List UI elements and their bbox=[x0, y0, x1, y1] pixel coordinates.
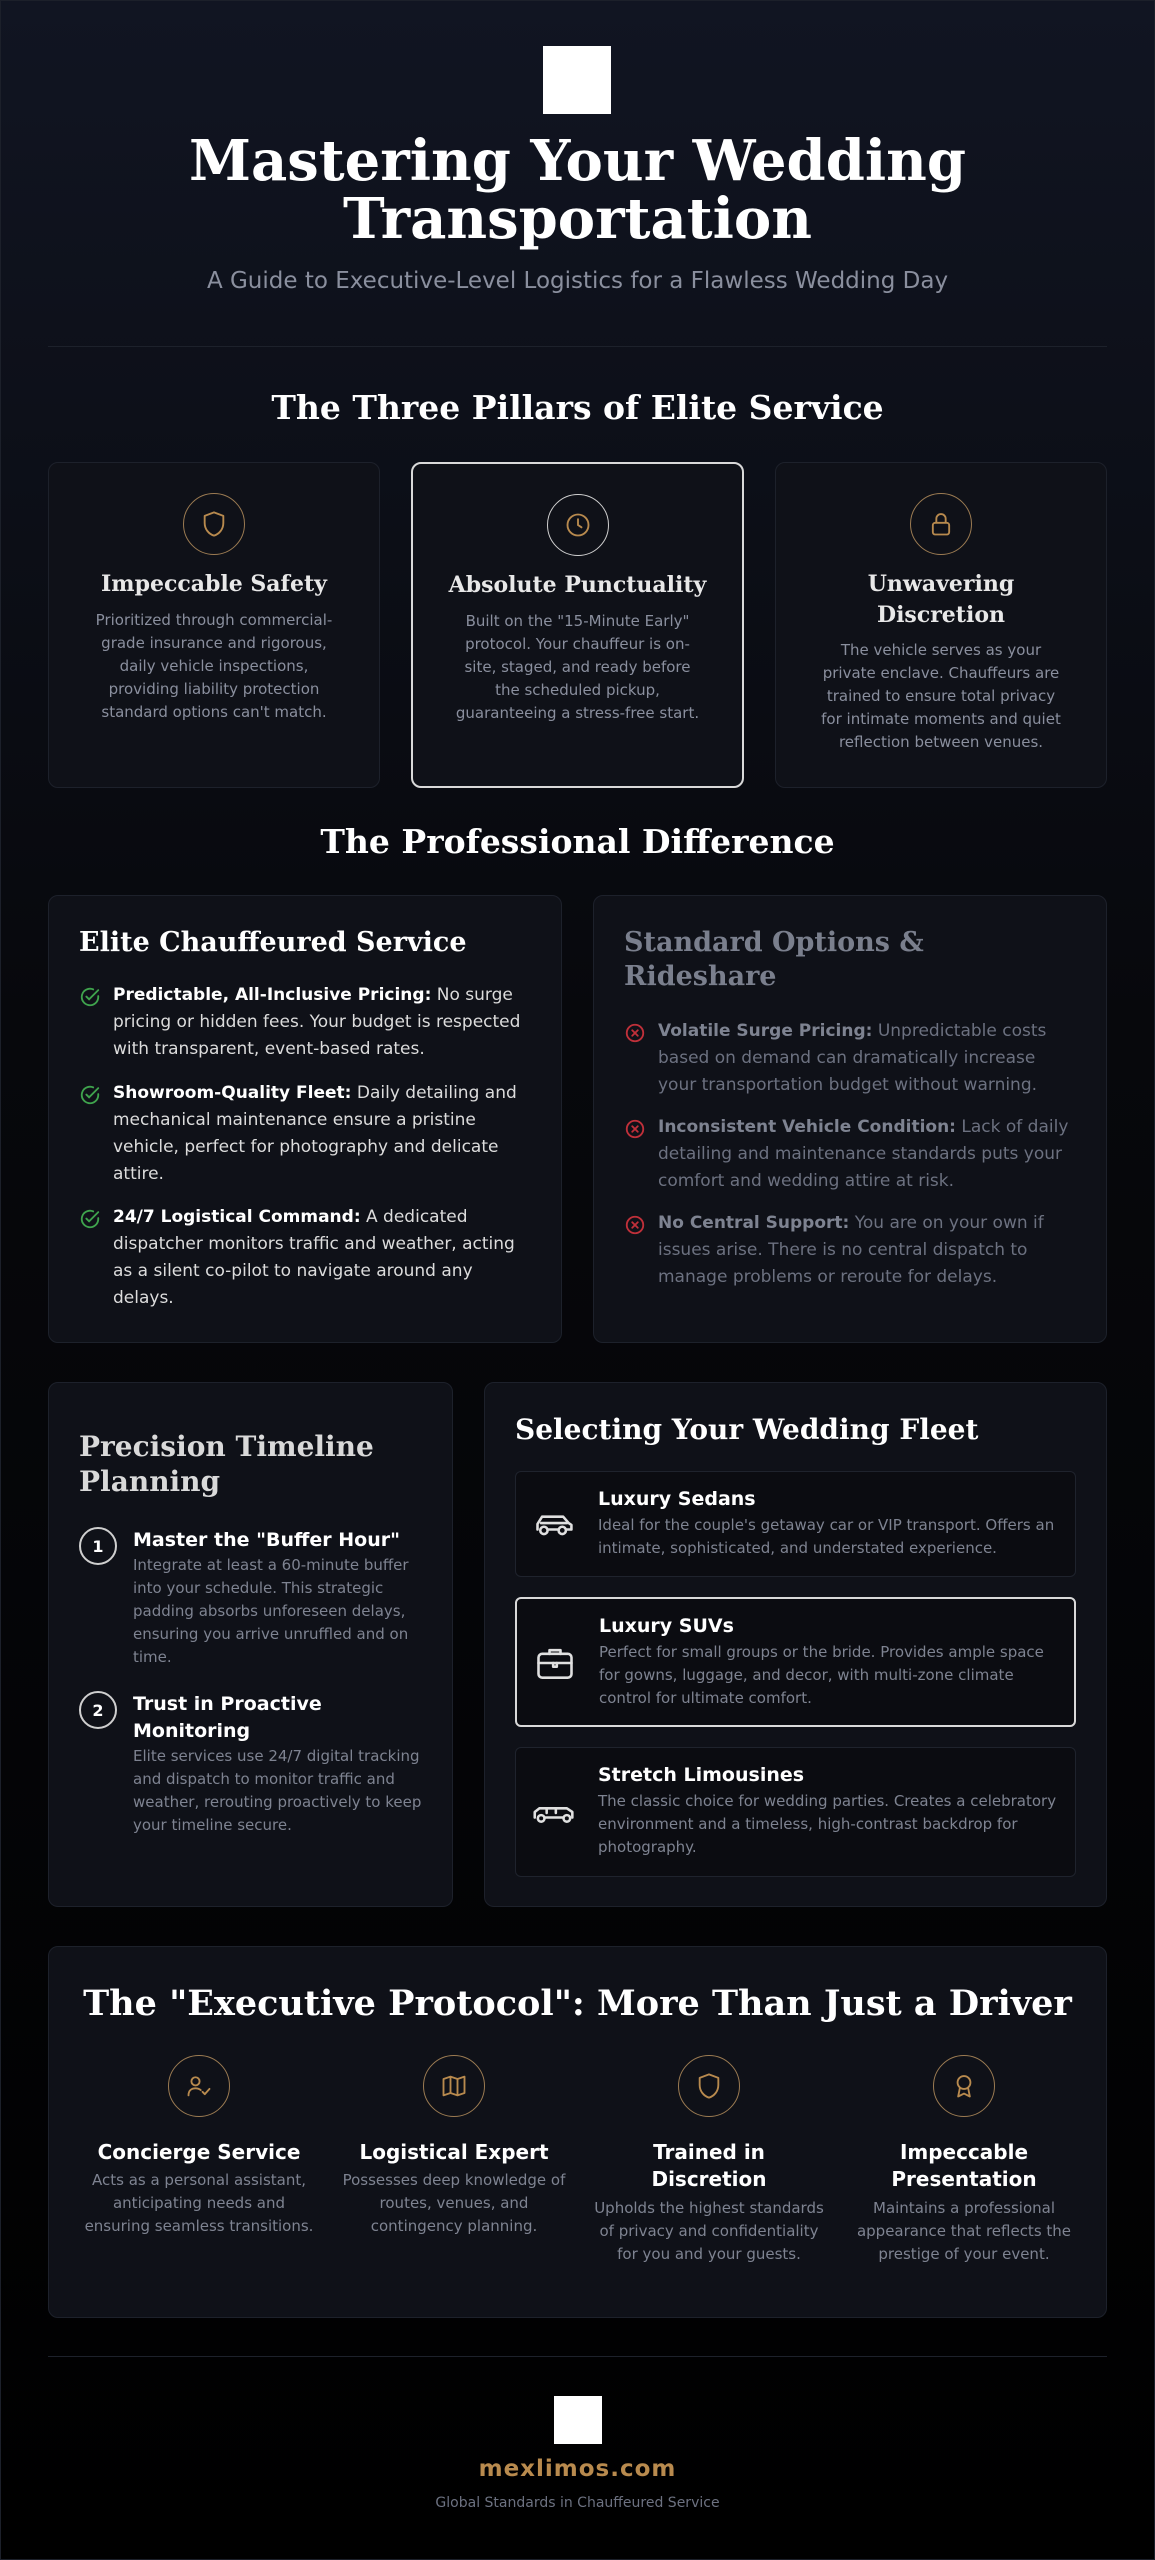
pillar-title: Impeccable Safety bbox=[101, 571, 327, 597]
protocol-item-title: Concierge Service bbox=[97, 2140, 301, 2164]
limousine-icon bbox=[532, 1790, 576, 1834]
fleet-item-text: Perfect for small groups or the bride. Provides ample space for gowns, luggage, and decor, with multi-zone climate control for ultimate comfort. bbox=[599, 1643, 1044, 1707]
award-icon bbox=[933, 2055, 995, 2117]
step-title: Master the "Buffer Hour" bbox=[133, 1529, 401, 1551]
protocol-item-title: Logistical Expert bbox=[359, 2140, 549, 2164]
fleet-title: Selecting Your Wedding Fleet bbox=[515, 1413, 979, 1446]
elite-item: Predictable, All-Inclusive Pricing: No surge pricing or hidden fees. Your budget is respected with transparent, event-based rates. bbox=[79, 982, 531, 1063]
protocol-title: The "Executive Protocol": More Than Just a Driver bbox=[83, 1983, 1072, 2024]
fleet-item-suvs[interactable] bbox=[515, 1597, 1076, 1727]
footer-logo-placeholder bbox=[554, 2396, 602, 2444]
suitcase-icon bbox=[533, 1641, 577, 1685]
executive-protocol-card bbox=[48, 1946, 1107, 2318]
pillar-text: Prioritized through commercial-grade insurance and rigorous, daily vehicle inspections, providing liability protection standard options can't match. bbox=[95, 611, 333, 721]
footer-tagline: Global Standards in Chauffeured Service bbox=[435, 2495, 720, 2511]
elite-item: Showroom-Quality Fleet: Daily detailing and mechanical maintenance ensure a pristine vehicle, perfect for photography and delicate attire. bbox=[79, 1080, 531, 1188]
lock-icon bbox=[910, 493, 972, 555]
divider bbox=[48, 346, 1107, 347]
x-circle-icon bbox=[624, 1214, 646, 1236]
x-circle-icon bbox=[624, 1022, 646, 1044]
elite-title: Elite Chauffeured Service bbox=[79, 927, 467, 958]
timeline-card bbox=[48, 1382, 453, 1907]
timeline-step bbox=[79, 1527, 422, 1669]
fleet-card bbox=[484, 1382, 1107, 1907]
fleet-item-title: Stretch Limousines bbox=[598, 1764, 805, 1786]
difference-heading: The Professional Difference bbox=[320, 822, 835, 861]
page-subtitle: A Guide to Executive-Level Logistics for a Flawless Wedding Day bbox=[206, 268, 949, 294]
fleet-item-sedans[interactable] bbox=[515, 1471, 1076, 1577]
standard-options-card bbox=[593, 895, 1107, 1343]
step-text: Elite services use 24/7 digital tracking and dispatch to monitor traffic and weather, rerouting proactively to keep your timeline secure. bbox=[133, 1747, 422, 1834]
step-text: Integrate at least a 60-minute buffer into your schedule. This strategic padding absorbs unforeseen delays, ensuring you arrive unruffled and on time. bbox=[133, 1556, 409, 1666]
step-title: Trust in Proactive Monitoring bbox=[133, 1693, 322, 1742]
clock-icon bbox=[547, 494, 609, 556]
pillars-heading: The Three Pillars of Elite Service bbox=[271, 388, 884, 427]
protocol-item-text: Possesses deep knowledge of routes, venues, and contingency planning. bbox=[342, 2171, 566, 2235]
fleet-item-title: Luxury Sedans bbox=[598, 1488, 756, 1510]
footer-site-link[interactable]: mexlimos.com bbox=[478, 2456, 677, 2482]
standard-title: Standard Options & Rideshare bbox=[624, 927, 924, 992]
check-circle-icon bbox=[79, 986, 101, 1008]
standard-item: Inconsistent Vehicle Condition: Lack of daily detailing and maintenance standards puts your comfort and wedding attire at risk. bbox=[624, 1114, 1076, 1195]
divider bbox=[48, 2356, 1107, 2357]
step-number: 2 bbox=[79, 1691, 117, 1729]
check-circle-icon bbox=[79, 1208, 101, 1230]
pillar-text: The vehicle serves as your private enclave. Chauffeurs are trained to ensure total privacy for intimate moments and quiet reflection between venues. bbox=[821, 641, 1061, 751]
elite-item: 24/7 Logistical Command: A dedicated dispatcher monitors traffic and weather, acting as a silent co-pilot to navigate around any delays. bbox=[79, 1204, 531, 1312]
pillar-card-discretion bbox=[775, 462, 1107, 788]
timeline-step bbox=[79, 1691, 422, 1837]
fleet-item-text: The classic choice for wedding parties. Creates a celebratory environment and a timeless, high-contrast backdrop for photography. bbox=[598, 1792, 1057, 1856]
timeline-title: Precision Timeline Planning bbox=[79, 1430, 374, 1498]
protocol-item-title: Trained in Discretion bbox=[651, 2140, 767, 2191]
fleet-item-limousines[interactable] bbox=[515, 1747, 1076, 1877]
pillar-card-safety bbox=[48, 462, 380, 788]
standard-item: Volatile Surge Pricing: Unpredictable costs based on demand can dramatically increase your transportation budget without warning. bbox=[624, 1018, 1076, 1099]
protocol-item-text: Upholds the highest standards of privacy and confidentiality for you and your guests. bbox=[594, 2199, 824, 2263]
user-check-icon bbox=[168, 2055, 230, 2117]
protocol-item-text: Acts as a personal assistant, anticipating needs and ensuring seamless transitions. bbox=[84, 2171, 314, 2235]
logo-placeholder bbox=[543, 46, 611, 114]
elite-service-card bbox=[48, 895, 562, 1343]
step-number: 1 bbox=[79, 1527, 117, 1565]
shield-icon bbox=[678, 2055, 740, 2117]
page-title: Mastering Your Wedding Transportation bbox=[188, 128, 967, 252]
x-circle-icon bbox=[624, 1118, 646, 1140]
standard-item: No Central Support: You are on your own if issues arise. There is no central dispatch to manage problems or reroute for delays. bbox=[624, 1210, 1076, 1291]
pillar-title: Unwavering Discretion bbox=[867, 571, 1015, 628]
check-circle-icon bbox=[79, 1084, 101, 1106]
map-icon bbox=[423, 2055, 485, 2117]
pillar-card-punctuality bbox=[411, 462, 744, 788]
protocol-item-text: Maintains a professional appearance that reflects the prestige of your event. bbox=[856, 2199, 1072, 2263]
fleet-item-text: Ideal for the couple's getaway car or VIP transport. Offers an intimate, sophisticated, and understated experience. bbox=[598, 1516, 1055, 1557]
pillar-text: Built on the "15-Minute Early" protocol. Your chauffeur is on-site, staged, and ready before the scheduled pickup, guaranteeing a stress-free start. bbox=[455, 612, 700, 722]
protocol-item-title: Impeccable Presentation bbox=[891, 2140, 1037, 2191]
pillar-title: Absolute Punctuality bbox=[448, 572, 707, 598]
shield-icon bbox=[183, 493, 245, 555]
car-icon bbox=[532, 1502, 576, 1546]
fleet-item-title: Luxury SUVs bbox=[599, 1615, 734, 1637]
